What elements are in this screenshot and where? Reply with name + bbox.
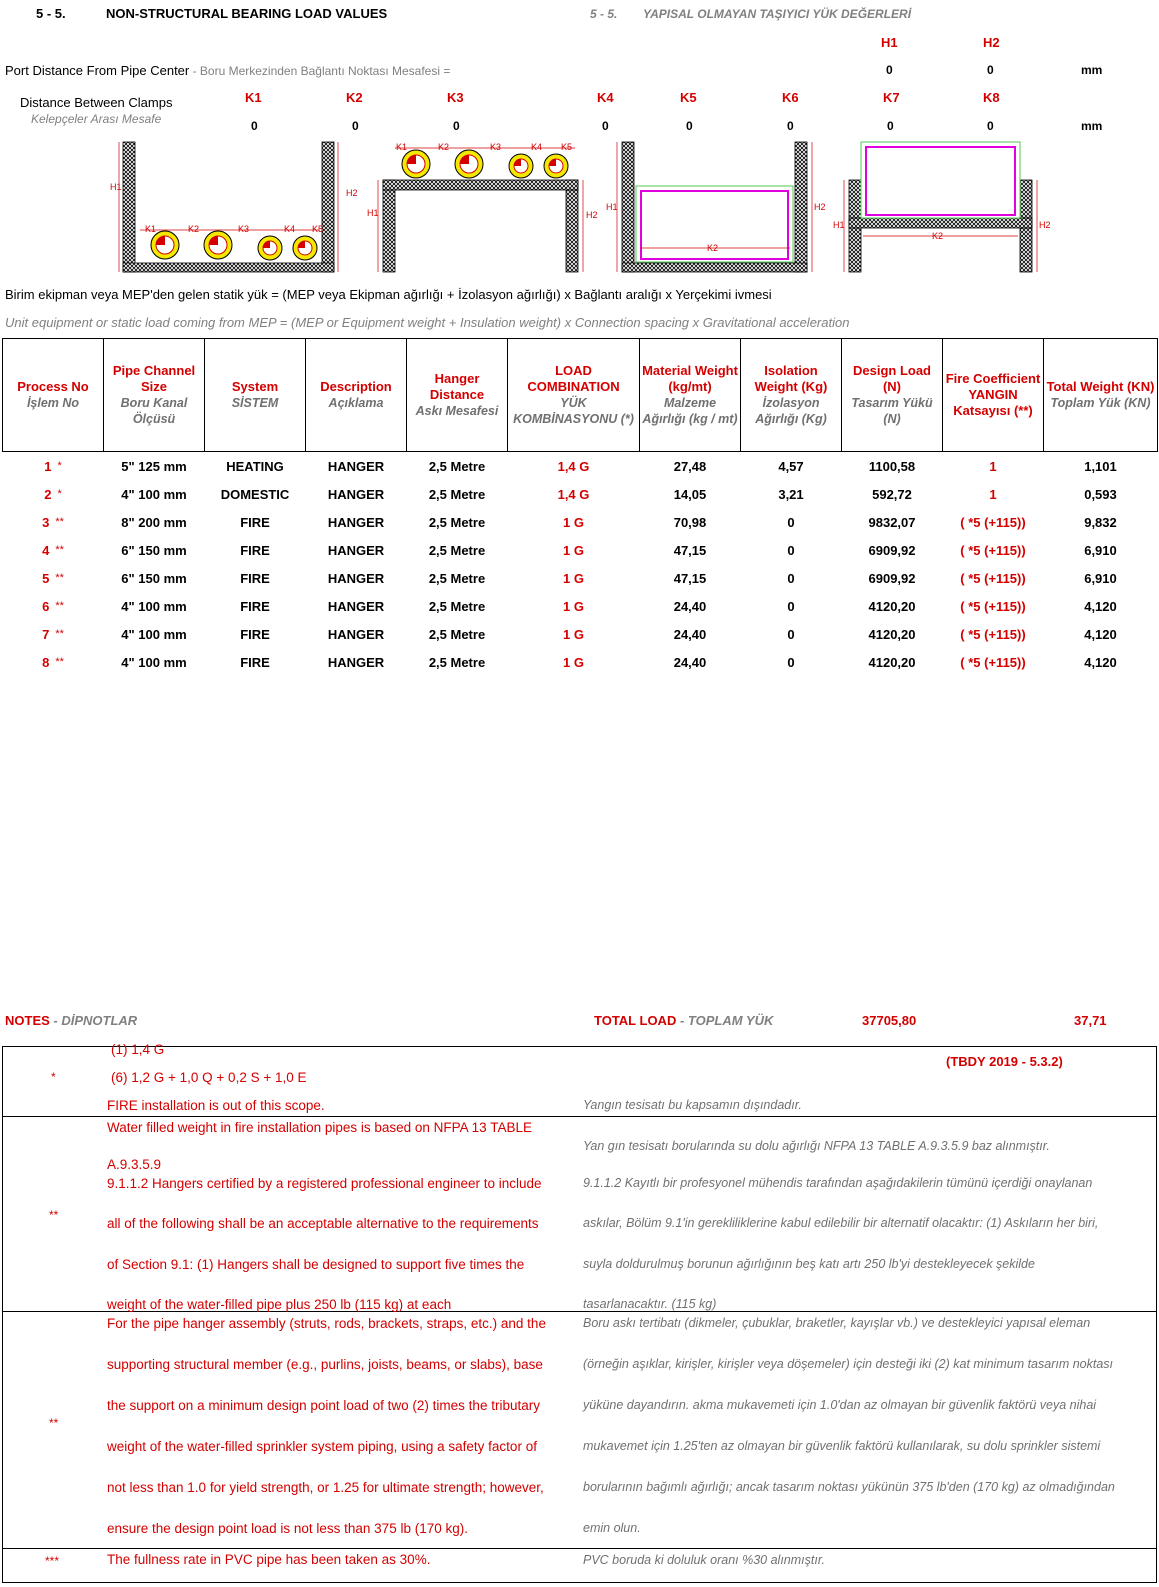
total-weight-cell: 6,910 (1084, 542, 1117, 558)
process-mark: ** (55, 599, 64, 612)
note2-tr-line: 9.1.1.2 Kayıtlı bir profesyonel mühendis tarafından aşağıdakilerin tümünü içerdiği onaylanan (583, 1176, 1093, 1190)
system-cell: HEATING (226, 458, 284, 474)
description-cell: HANGER (327, 542, 385, 558)
header-isolation-weight: Isolation Weight (Kg) İzolasyon Ağırlığı (Kg) (741, 339, 842, 452)
note1-fire-tr: Yangın tesisatı bu kapsamın dışındadır. (583, 1098, 802, 1112)
svg-text:H1: H1 (606, 202, 618, 212)
load-combination-cell: 1,4 G (557, 486, 590, 502)
process-no-cell (3, 452, 104, 481)
load-combination-cell: 1 G (563, 570, 584, 586)
note3-tr-line: borularının bağımlı ağırlığı; ancak tasarım noktası yükünün 375 lb'den (170 kg) az olmadığından (583, 1480, 1115, 1494)
clamp-k7-value: 0 (887, 119, 894, 133)
formula-tr: Birim ekipman veya MEP'den gelen statik yük = (MEP veya Ekipman ağırlığı + İzolasyon ağırlığı) x Bağlantı aralığı x Yerçekimi ivmesi (5, 287, 772, 302)
pipe-size-cell: 4" 100 mm (121, 626, 187, 642)
hanger-distance-cell: 2,5 Metre (428, 542, 486, 558)
process-no-cell (3, 620, 104, 648)
design-load-cell: 6909,92 (868, 542, 916, 558)
process-no-cell (3, 480, 104, 508)
clamp-k2-value: 0 (352, 119, 359, 133)
svg-text:H1: H1 (367, 208, 379, 218)
note2-tr-line: Yan gın tesisatı borularında su dolu ağırlığı NFPA 13 TABLE A.9.3.5.9 baz alınmıştır. (583, 1139, 1050, 1153)
note3-mark: ** (49, 1416, 59, 1430)
note2-en-line: A.9.3.5.9 (107, 1157, 162, 1172)
diagram1-k2: K2 (188, 224, 200, 234)
table-row (3, 452, 1158, 481)
hanger-distance-cell: 2,5 Metre (428, 486, 486, 502)
note3-en-line: the support on a minimum design point load of two (2) times the tributary (107, 1398, 540, 1413)
h1-label: H1 (881, 35, 898, 50)
notes-box (2, 1042, 1157, 1583)
note2-en-line: Water filled weight in fire installation pipes is based on NFPA 13 TABLE (107, 1120, 532, 1135)
note2-mark: ** (49, 1208, 59, 1222)
table-row (3, 508, 1158, 536)
clamp-k5-label: K5 (680, 90, 697, 105)
clamps-label: Distance Between Clamps (20, 95, 173, 110)
note3-en-line: weight of the water-filled sprinkler system piping, using a safety factor of (107, 1439, 537, 1454)
hanger-diagrams (0, 130, 1159, 280)
system-cell: FIRE (240, 514, 270, 530)
design-load-cell: 592,72 (872, 486, 912, 502)
design-load-cell: 4120,20 (868, 598, 916, 614)
pipe-size-cell: 6" 150 mm (121, 570, 187, 586)
u-channel-diagram (110, 142, 358, 272)
fire-coefficient-cell: ( *5 (+115)) (960, 626, 1026, 642)
total-weight-cell: 1,101 (1084, 458, 1117, 474)
note3-tr-line: yüküne dayandırın. akma mukavemeti için 1.0'dan az olmayan bir güvenlik faktörü veya nihai (583, 1398, 1097, 1412)
clamp-k3-label: K3 (447, 90, 464, 105)
process-mark: * (57, 459, 62, 472)
table-row (3, 592, 1158, 620)
pipe-size-cell: 4" 100 mm (121, 654, 187, 670)
process-number: 7 (42, 626, 50, 642)
total-weight-cell: 0,593 (1084, 486, 1117, 502)
material-weight-cell: 47,15 (673, 570, 707, 586)
note2-tr-line: tasarlanacaktır. (115 kg) (583, 1297, 717, 1311)
note2-tr-line: suyla doldurulmuş borunun ağırlığının beş katı artı 250 lb'yi destekleyecek şekilde (583, 1257, 1035, 1271)
note4-en: The fullness rate in PVC pipe has been taken as 30%. (107, 1552, 431, 1567)
note2-en-line: weight of the water-filled pipe plus 250 lb (115 kg) at each (107, 1297, 452, 1312)
description-cell: HANGER (327, 486, 385, 502)
clamp-k1-label: K1 (245, 90, 262, 105)
load-combination-cell: 1 G (563, 598, 584, 614)
svg-text:H2: H2 (1039, 220, 1051, 230)
pipe-size-cell: 4" 100 mm (121, 598, 187, 614)
process-number: 8 (42, 654, 50, 670)
load-combination-cell: 1,4 G (557, 458, 590, 474)
load-combination-cell: 1 G (563, 514, 584, 530)
clamp-k1-value: 0 (251, 119, 258, 133)
fire-coefficient-cell: ( *5 (+115)) (960, 654, 1026, 670)
isolation-weight-cell: 3,21 (778, 486, 804, 502)
process-no-cell (3, 508, 104, 536)
svg-text:H1: H1 (833, 220, 845, 230)
design-load-cell: 1100,58 (868, 458, 916, 474)
header-load-combination: LOAD COMBINATION YÜK KOMBİNASYONU (*) (508, 339, 640, 452)
material-weight-cell: 24,40 (673, 654, 707, 670)
process-number: 3 (42, 514, 50, 530)
note1-combo1: (1) 1,4 G (111, 1042, 165, 1057)
design-load-cell: 4120,20 (868, 626, 916, 642)
process-no-cell (3, 648, 104, 676)
total-weight-cell: 4,120 (1084, 654, 1117, 670)
system-cell: FIRE (240, 654, 270, 670)
load-combination-cell: 1 G (563, 542, 584, 558)
clamps-unit: mm (1081, 119, 1103, 133)
diagram1-h2: H2 (346, 188, 358, 198)
svg-text:K2: K2 (438, 142, 450, 152)
duct-channel-diagram (606, 142, 826, 272)
page-title-tr: YAPISAL OLMAYAN TAŞIYICI YÜK DEĞERLERİ (643, 7, 912, 21)
pipe-icon (544, 154, 568, 178)
description-cell: HANGER (327, 598, 385, 614)
pipe-icon (509, 154, 533, 178)
isolation-weight-cell: 0 (787, 654, 795, 670)
process-mark: * (57, 487, 62, 500)
header-process-no: Process No İşlem No (3, 339, 104, 452)
svg-text:K2: K2 (707, 243, 719, 253)
total-weight-cell: 6,910 (1084, 570, 1117, 586)
system-cell: FIRE (240, 626, 270, 642)
pipe-size-cell: 6" 150 mm (121, 542, 187, 558)
isolation-weight-cell: 4,57 (778, 458, 804, 474)
material-weight-cell: 47,15 (673, 542, 707, 558)
hanger-distance-cell: 2,5 Metre (428, 458, 486, 474)
table-row (3, 648, 1158, 676)
table-header-row (3, 339, 1158, 452)
hanger-distance-cell: 2,5 Metre (428, 570, 486, 586)
total-load-label: TOTAL LOAD - TOPLAM YÜK (594, 1013, 774, 1028)
table-row (3, 620, 1158, 648)
process-mark: ** (55, 627, 64, 640)
svg-text:H2: H2 (586, 210, 598, 220)
diagram1-k5: K5 (312, 224, 324, 234)
process-no-cell (3, 564, 104, 592)
clamp-k5-value: 0 (686, 119, 693, 133)
table-row (3, 536, 1158, 564)
isolation-weight-cell: 0 (787, 570, 795, 586)
isolation-weight-cell: 0 (787, 514, 795, 530)
pipe-size-cell: 4" 100 mm (121, 486, 187, 502)
svg-text:K5: K5 (561, 142, 573, 152)
process-no-cell (3, 536, 104, 564)
svg-text:K3: K3 (490, 142, 502, 152)
header-description: Description Açıklama (306, 339, 407, 452)
note2-tr-line: askılar, Bölüm 9.1'in gerekliliklerine kabul edilebilir bir alternatif olacaktır: (1) Askıların her biri, (583, 1216, 1099, 1230)
svg-text:K2: K2 (932, 231, 944, 241)
process-number: 4 (42, 542, 50, 558)
design-load-cell: 4120,20 (868, 654, 916, 670)
formula-en: Unit equipment or static load coming from MEP = (MEP or Equipment weight + Insulation weight) x Connection spacing x Gravitational acceleration (5, 315, 850, 330)
note2-en-line: all of the following shall be an acceptable alternative to the requirements (107, 1216, 539, 1231)
load-table (2, 338, 1158, 676)
diagram1-h1: H1 (110, 182, 122, 192)
fire-coefficient-cell: ( *5 (+115)) (960, 598, 1026, 614)
note3-tr-line: emin olun. (583, 1521, 641, 1535)
material-weight-cell: 70,98 (673, 514, 707, 530)
pipe-size-cell: 5" 125 mm (121, 458, 187, 474)
process-mark: ** (55, 515, 64, 528)
note3-en-line: ensure the design point load is not less than 375 lb (170 kg). (107, 1521, 468, 1536)
isolation-weight-cell: 0 (787, 626, 795, 642)
note3-en-line: For the pipe hanger assembly (struts, rods, brackets, straps, etc.) and the (107, 1316, 546, 1331)
svg-text:K4: K4 (531, 142, 543, 152)
section-number-tr: 5 - 5. (590, 7, 618, 21)
pipe-icon (151, 231, 179, 259)
pipe-size-cell: 8" 200 mm (121, 514, 187, 530)
header-material-weight: Material Weight (kg/mt) Malzeme Ağırlığı (kg / mt) (640, 339, 741, 452)
note3-tr-line: Boru askı tertibatı (dikmeler, çubuklar, braketler, kayışlar vb.) ve destekleyici yapısal eleman (583, 1316, 1091, 1330)
process-number: 1 (44, 458, 52, 474)
clamp-k4-label: K4 (597, 90, 614, 105)
total-weight-cell: 9,832 (1084, 514, 1117, 530)
hanger-distance-cell: 2,5 Metre (428, 626, 486, 642)
header-fire-coefficient: Fire Coefficient YANGIN Katsayısı (**) (943, 339, 1044, 452)
h2-label: H2 (983, 35, 1000, 50)
process-number: 6 (42, 598, 50, 614)
port-distance-label: Port Distance From Pipe Center - Boru Merkezinden Bağlantı Noktası Mesafesi = (5, 63, 451, 78)
notes-label: NOTES - DİPNOTLAR (5, 1013, 138, 1028)
clamps-label-tr: Kelepçeler Arası Mesafe (31, 112, 162, 126)
material-weight-cell: 24,40 (673, 626, 707, 642)
h2-value: 0 (987, 63, 994, 77)
page-title: NON-STRUCTURAL BEARING LOAD VALUES (106, 6, 388, 21)
system-cell: DOMESTIC (220, 486, 290, 502)
load-combination-cell: 1 G (563, 654, 584, 670)
total-design-load: 37705,80 (862, 1013, 917, 1028)
system-cell: FIRE (240, 570, 270, 586)
note2-en-line: 9.1.1.2 Hangers certified by a registered professional engineer to include (107, 1176, 542, 1191)
table-row (3, 480, 1158, 508)
isolation-weight-cell: 0 (787, 542, 795, 558)
note4-tr: PVC boruda ki doluluk oranı %30 alınmıştır. (583, 1553, 826, 1567)
notes-divider (3, 1548, 1156, 1549)
process-number: 5 (42, 570, 50, 586)
pipe-icon (293, 236, 317, 260)
fire-coefficient-cell: ( *5 (+115)) (960, 542, 1026, 558)
note2-en-line: of Section 9.1: (1) Hangers shall be designed to support five times the (107, 1257, 525, 1272)
description-cell: HANGER (327, 654, 385, 670)
header-total-weight: Total Weight (KN) Toplam Yük (KN) (1044, 339, 1158, 452)
total-weight-cell: 4,120 (1084, 626, 1117, 642)
note1-ref: (TBDY 2019 - 5.3.2) (946, 1054, 1063, 1069)
note3-tr-line: (örneğin aşıklar, kirişler, kirişler veya döşemeler) için desteği iki (2) kat minimum tasarım noktası (583, 1357, 1114, 1371)
description-cell: HANGER (327, 514, 385, 530)
clamp-k4-value: 0 (602, 119, 609, 133)
diagram1-k3: K3 (238, 224, 250, 234)
isolation-weight-cell: 0 (787, 598, 795, 614)
diagram1-k4: K4 (284, 224, 296, 234)
note1-mark: * (51, 1070, 56, 1084)
note1-combo6: (6) 1,2 G + 1,0 Q + 0,2 S + 1,0 E (111, 1070, 307, 1085)
header-hanger-distance: Hanger Distance Askı Mesafesi (407, 339, 508, 452)
clamp-k8-label: K8 (983, 90, 1000, 105)
design-load-cell: 9832,07 (868, 514, 916, 530)
svg-text:H2: H2 (814, 202, 826, 212)
section-number: 5 - 5. (36, 6, 66, 21)
process-mark: ** (55, 543, 64, 556)
note3-en-line: supporting structural member (e.g., purlins, joists, beams, or slabs), base (107, 1357, 543, 1372)
design-load-cell: 6909,92 (868, 570, 916, 586)
total-weight-cell: 4,120 (1084, 598, 1117, 614)
note3-tr-line: mukavemet için 1.25'ten az olmayan bir güvenlik faktörü kullanılarak, su dolu sprinkler sistemi (583, 1439, 1101, 1453)
note1-fire-en: FIRE installation is out of this scope. (107, 1098, 325, 1113)
hanger-distance-cell: 2,5 Metre (428, 598, 486, 614)
clamp-k6-value: 0 (787, 119, 794, 133)
system-cell: FIRE (240, 542, 270, 558)
material-weight-cell: 14,05 (673, 486, 707, 502)
header-design-load: Design Load (N) Tasarım Yükü (N) (842, 339, 943, 452)
clamp-k8-value: 0 (987, 119, 994, 133)
process-number: 2 (44, 486, 52, 502)
note4-mark: *** (45, 1554, 60, 1568)
description-cell: HANGER (327, 570, 385, 586)
process-mark: ** (55, 571, 64, 584)
description-cell: HANGER (327, 458, 385, 474)
clamp-k7-label: K7 (883, 90, 900, 105)
fire-coefficient-cell: ( *5 (+115)) (960, 514, 1026, 530)
hanger-distance-cell: 2,5 Metre (428, 514, 486, 530)
clamp-k3-value: 0 (453, 119, 460, 133)
system-cell: FIRE (240, 598, 270, 614)
table-row (3, 564, 1158, 592)
svg-text:K1: K1 (396, 142, 408, 152)
process-no-cell (3, 592, 104, 620)
diagram1-k1: K1 (145, 224, 157, 234)
port-distance-unit: mm (1081, 63, 1103, 77)
fire-coefficient-cell: ( *5 (+115)) (960, 570, 1026, 586)
pipe-icon (258, 236, 282, 260)
header-system: System SİSTEM (205, 339, 306, 452)
fire-coefficient-cell: 1 (989, 486, 997, 502)
pipe-icon (204, 231, 232, 259)
material-weight-cell: 27,48 (673, 458, 707, 474)
clamp-k2-label: K2 (346, 90, 363, 105)
pipe-icon (455, 150, 483, 178)
description-cell: HANGER (327, 626, 385, 642)
load-combination-cell: 1 G (563, 626, 584, 642)
fire-coefficient-cell: 1 (989, 458, 997, 474)
process-mark: ** (55, 655, 64, 668)
total-kn: 37,71 (1074, 1013, 1107, 1028)
pipe-icon (402, 150, 430, 178)
notes-divider (3, 1116, 1156, 1117)
h1-value: 0 (886, 63, 893, 77)
clamp-k6-label: K6 (782, 90, 799, 105)
material-weight-cell: 24,40 (673, 598, 707, 614)
header-pipe-size: Pipe Channel Size Boru Kanal Ölçüsü (104, 339, 205, 452)
inverted-u-diagram (367, 142, 598, 272)
note3-en-line: not less than 1.0 for yield strength, or 1.25 for ultimate strength; however, (107, 1480, 544, 1495)
duct-top-diagram (833, 142, 1051, 272)
hanger-distance-cell: 2,5 Metre (428, 654, 486, 670)
